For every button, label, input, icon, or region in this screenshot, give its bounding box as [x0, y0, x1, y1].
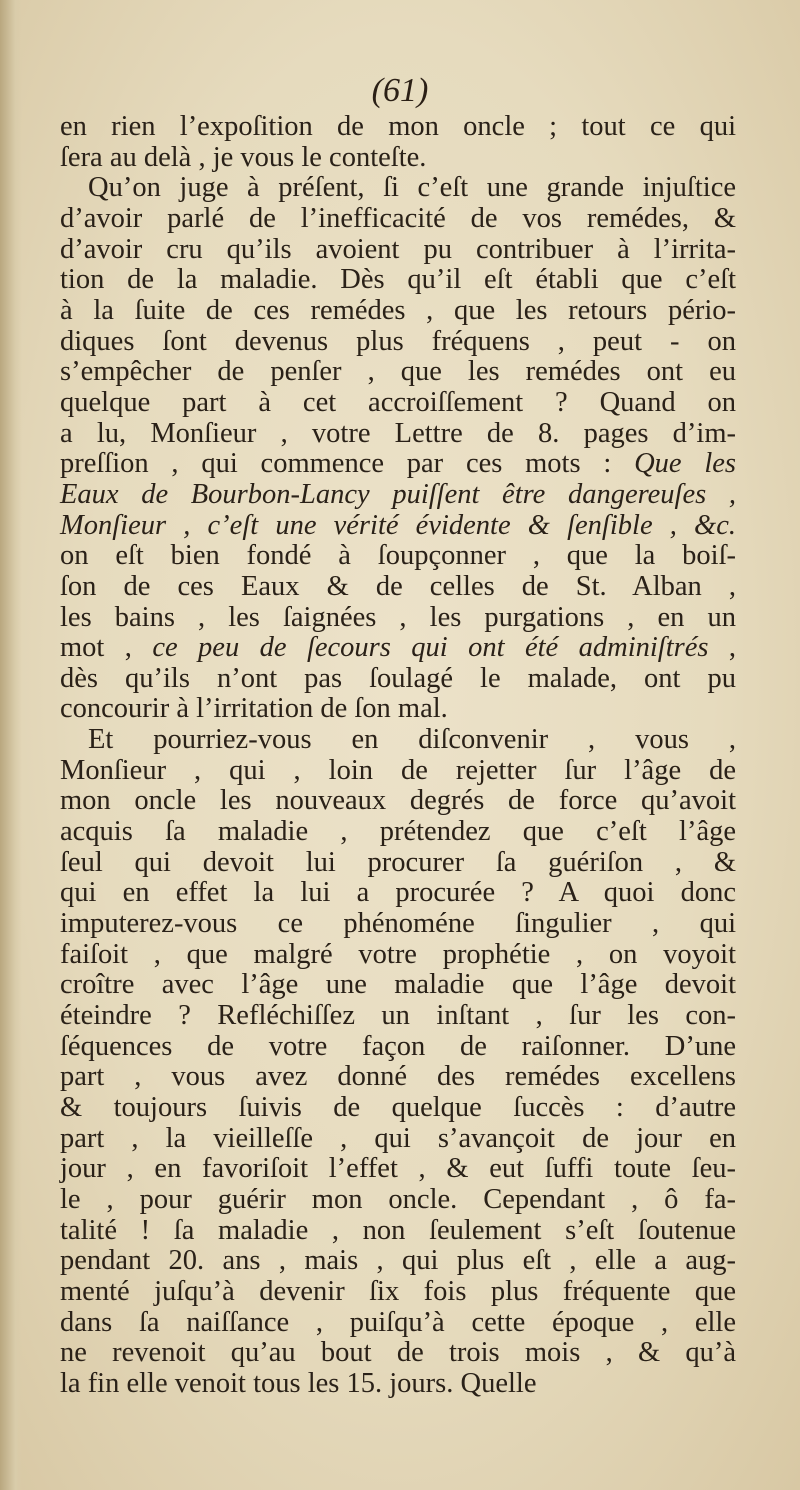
line-text: pendant 20. ans , mais , qui plus eſt , elle a aug- [60, 1245, 736, 1277]
text-line [60, 1032, 736, 1063]
line-text: imputerez-vous ce phénoméne ſingulier , qui [60, 908, 736, 940]
line-text: a lu, Monſieur , votre Lettre de 8. pages d’im- [60, 417, 736, 449]
text-line [60, 694, 736, 725]
line-text: dans ſa naiſſance , puiſqu’à cette époque , elle [60, 1306, 736, 1338]
body-text [60, 112, 736, 1400]
text-line [60, 633, 736, 664]
text-line [60, 143, 736, 174]
text-line [60, 357, 736, 388]
text-line [60, 541, 736, 572]
line-text: d’avoir cru qu’ils avoient pu contribuer à l’irrita- [60, 233, 736, 265]
italic-text: Monſieur , c’eſt une vérité évidente & ſenſible , &c. [60, 509, 736, 541]
text-line [60, 940, 736, 971]
text-line [60, 388, 736, 419]
line-text: part , vous avez donné des remédes excellens [60, 1061, 736, 1093]
line-text: , [708, 632, 737, 664]
text-line [60, 511, 736, 542]
italic-text: ce peu de ſecours qui ont été adminiſtrés [152, 632, 709, 664]
text-line [60, 480, 736, 511]
line-text: ſeul qui devoit lui procurer ſa guériſon , & [60, 846, 736, 878]
line-text: menté juſqu’à devenir ſix fois plus fréquente que [60, 1275, 736, 1307]
line-text: acquis ſa maladie , prétendez que c’eſt l’âge [60, 816, 736, 848]
line-text: quelque part à cet accroiſſement ? Quand on [60, 386, 736, 418]
text-line [60, 725, 736, 756]
text-line [60, 173, 736, 204]
text-line [60, 204, 736, 235]
line-text: en rien l’expoſition de mon oncle ; tout ce qui [60, 111, 736, 142]
text-line [60, 1185, 736, 1216]
text-line [60, 1308, 736, 1339]
line-text: talité ! ſa maladie , non ſeulement s’eſt ſoutenue [60, 1214, 736, 1246]
line-text: part , la vieilleſſe , qui s’avançoit de jour en [60, 1122, 736, 1154]
line-text: la fin elle venoit tous les 15. jours. Quelle [60, 1367, 537, 1399]
line-text: jour , en favoriſoit l’effet , & eut ſuffi toute ſeu- [60, 1153, 736, 1185]
line-text: dès qu’ils n’ont pas ſoulagé le malade, ont pu [60, 662, 736, 694]
text-line [60, 603, 736, 634]
text-line [60, 296, 736, 327]
text-line [60, 664, 736, 695]
line-text: d’avoir parlé de l’inefficacité de vos remédes, & [60, 202, 736, 234]
text-line [60, 265, 736, 296]
line-text: mon oncle les nouveaux degrés de force qu’avoit [60, 785, 736, 817]
text-line [60, 419, 736, 450]
text-line [60, 112, 736, 143]
text-line [60, 572, 736, 603]
page-binding-edge [0, 0, 22, 1490]
line-text: ne revenoit qu’au bout de trois mois , & qu’à [60, 1337, 736, 1369]
text-line [60, 1338, 736, 1369]
line-text: preſſion , qui commence par ces mots : [60, 448, 635, 480]
text-line [60, 1001, 736, 1032]
text-line [60, 1062, 736, 1093]
italic-text: Que les [634, 448, 737, 480]
italic-text: Eaux de Bourbon-Lancy puiſſent être dangereuſes , [60, 478, 736, 510]
line-text: Monſieur , qui , loin de rejetter ſur l’âge de [60, 754, 736, 786]
text-line [60, 1277, 736, 1308]
line-text: & toujours ſuivis de quelque ſuccès : d’autre [60, 1092, 736, 1123]
line-text: le , pour guérir mon oncle. Cependant , ô fa- [60, 1183, 736, 1215]
text-line [60, 817, 736, 848]
text-line [60, 848, 736, 879]
text-line [60, 327, 736, 358]
text-line [60, 1369, 736, 1400]
page-number: (61) [371, 72, 429, 109]
line-text: ſéquences de votre façon de raiſonner. D’une [60, 1030, 736, 1062]
line-text: éteindre ? Refléchiſſez un inſtant , ſur les con- [60, 1000, 736, 1032]
text-line [60, 1216, 736, 1247]
text-line [60, 1246, 736, 1277]
line-text: concourir à l’irritation de ſon mal. [60, 693, 448, 725]
text-line [60, 235, 736, 266]
line-text: mot , [60, 632, 153, 664]
line-text: faiſoit , que malgré votre prophétie , on voyoit [60, 938, 736, 970]
text-line [60, 756, 736, 787]
line-text: on eſt bien fondé à ſoupçonner , que la boiſ- [60, 540, 736, 572]
line-text: Et pourriez-vous en diſconvenir , vous , [88, 724, 736, 756]
text-line [60, 909, 736, 940]
text-line [60, 970, 736, 1001]
text-line [60, 1124, 736, 1155]
text-line [60, 449, 736, 480]
line-text: ſon de ces Eaux & de celles de St. Alban , [60, 570, 736, 602]
line-text: les bains , les ſaignées , les purgations , en un [60, 601, 736, 633]
line-text: croître avec l’âge une maladie que l’âge devoit [60, 969, 736, 1001]
text-line [60, 878, 736, 909]
text-line [60, 1093, 736, 1124]
line-text: s’empêcher de penſer , que les remédes ont eu [60, 356, 736, 388]
line-text: à la ſuite de ces remédes , que les retours pério- [60, 294, 736, 326]
line-text: diques ſont devenus plus fréquens , peut - on [60, 325, 736, 357]
line-text: ſera au delà , je vous le conteſte. [60, 141, 427, 173]
text-line [60, 786, 736, 817]
line-text: qui en effet la lui a procurée ? A quoi donc [60, 877, 736, 909]
text-line [60, 1154, 736, 1185]
line-text: Qu’on juge à préſent, ſi c’eſt une grande injuſtice [88, 172, 736, 204]
line-text: tion de la maladie. Dès qu’il eſt établi que c’eſt [60, 264, 736, 296]
